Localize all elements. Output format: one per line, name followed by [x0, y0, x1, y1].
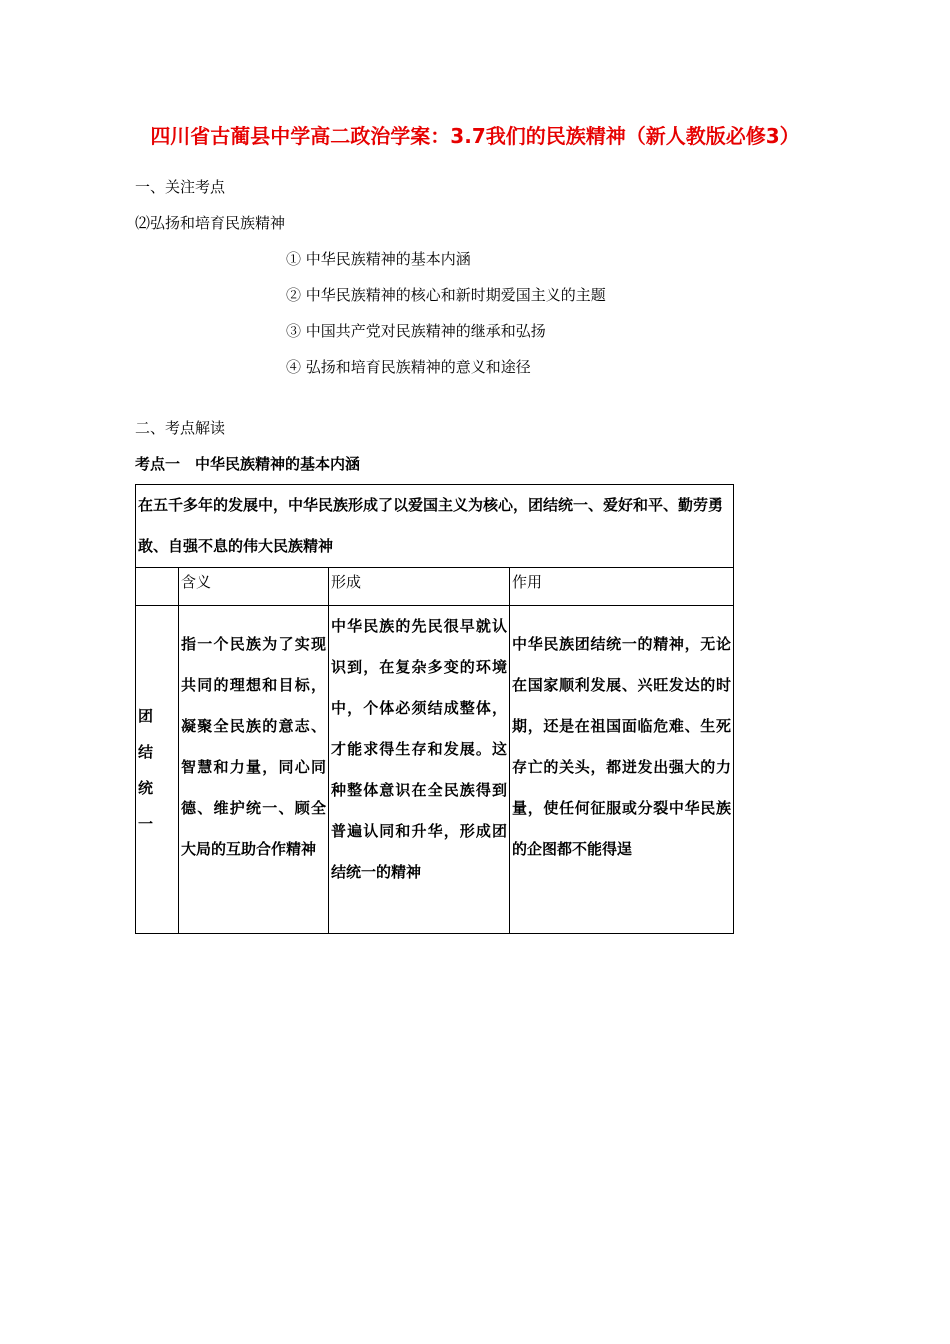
header-empty — [136, 568, 179, 606]
table-intro: 在五千多年的发展中，中华民族形成了以爱国主义为核心，团结统一、爱好和平、勤劳勇敢、自强不息的伟大民族精神 — [136, 485, 734, 568]
header-effect: 作用 — [510, 568, 734, 606]
row-label — [136, 606, 179, 934]
cell-effect: 中华民族团结统一的精神，无论在国家顺利发展、兴旺发达的时期，还是在祖国面临危难、生死存亡的关头，都迸发出强大的力量，使任何征服或分裂中华民族的企图都不能得逞 — [510, 606, 734, 934]
header-formation: 形成 — [329, 568, 510, 606]
section1-subheading: ⑵弘扬和培育民族精神 — [135, 214, 286, 232]
point-item: ③ 中国共产党对民族精神的继承和弘扬 — [286, 322, 546, 340]
section1-heading: 一、关注考点 — [135, 178, 226, 196]
cell-meaning: 指一个民族为了实现共同的理想和目标，凝聚全民族的意志、智慧和力量，同心同德、维护统一、顾全大局的互助合作精神 — [179, 606, 329, 934]
content-table — [135, 484, 734, 934]
header-meaning: 含义 — [179, 568, 329, 606]
topic-heading: 考点一 中华民族精神的基本内涵 — [135, 455, 361, 473]
cell-formation: 中华民族的先民很早就认识到，在复杂多变的环境中，个体必须结成整体，才能求得生存和发展。这种整体意识在全民族得到普遍认同和升华，形成团结统一的精神 — [329, 606, 510, 934]
point-item: ② 中华民族精神的核心和新时期爱国主义的主题 — [286, 286, 606, 304]
point-item: ① 中华民族精神的基本内涵 — [286, 250, 471, 268]
section2-heading: 二、考点解读 — [135, 419, 226, 437]
row-label-text: 团结统一 — [138, 706, 154, 833]
document-title: 四川省古蔺县中学高二政治学案：3.7我们的民族精神（新人教版必修3） — [150, 124, 800, 148]
point-item: ④ 弘扬和培育民族精神的意义和途径 — [286, 358, 531, 376]
